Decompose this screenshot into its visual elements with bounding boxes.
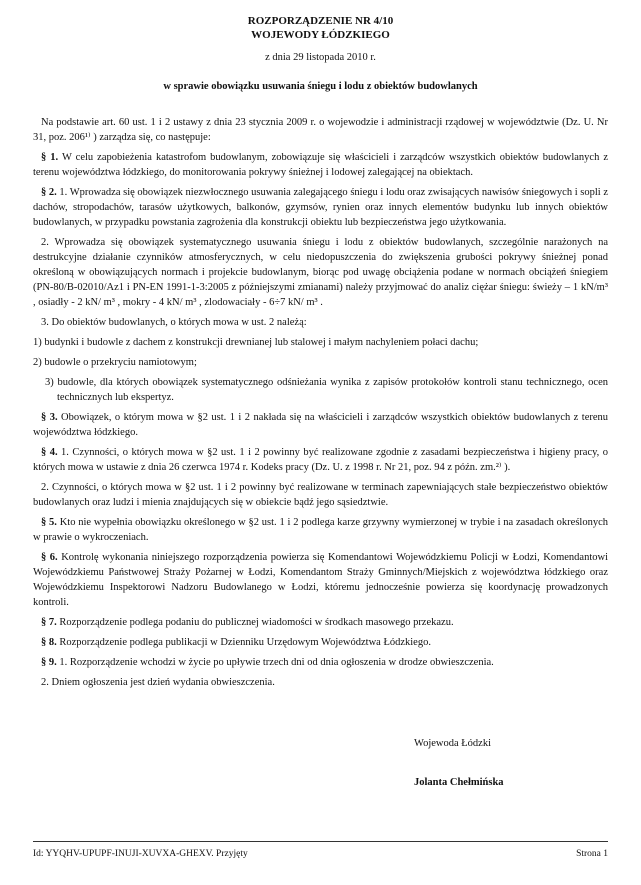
section-4-text: 1. Czynności, o których mowa w §2 ust. 1 i 2 powinny być realizowane zgodnie z zasadami bezpieczeństwa i higieny pracy, o których mowa w ustawie z dnia 26 czerwca 1974 r. Kodeks pracy (Dz. U. z 1998 r. Nr 21, poz. 94 z późn. zm.²⁾ ). — [33, 447, 609, 473]
section-5-number: § 5. — [41, 517, 57, 528]
section-5 — [33, 515, 608, 545]
section-2-paragraph-2: 2. Wprowadza się obowiązek systematycznego usuwania śniegu i lodu z obiektów budowlanych, szczególnie narażonych na destrukcyjne działanie czynników atmosferycznych, w celu niedopuszczenia do zwiększenia grubości pokrywy śnieżnej ponad określoną w obowiązujących normach i projekcie budowlanym, biorąc pod uwagę obciążenia podane w normach obciążeń śniegiem (PN-80/B-02010/Az1 i PN-EN 1991-1-3:2005 z późniejszymi zmianami) należy przyjmować do analiz ciężar śniegu: świeży – 1 kN/m³ , osiadły - 2 kN/ m³ , mokry - 4 kN/ m³ , zlodowaciały - 6÷7 kN/ m³ . — [33, 237, 608, 308]
section-2 — [33, 185, 608, 230]
section-9-paragraph-2: 2. Dniem ogłoszenia jest dzień wydania obwieszczenia. — [41, 677, 275, 688]
section-8 — [33, 635, 608, 650]
document-id: Id: YYQHV-UPUPF-INUJI-XUVXA-GHEXV. Przyjęty — [33, 849, 248, 859]
section-3 — [33, 410, 608, 440]
section-3-text: Obowiązek, o którym mowa w §2 ust. 1 i 2 nakłada się na właścicieli i zarządców wszystkich obiektów budowlanych z terenu województwa łódzkiego. — [33, 412, 609, 438]
section-1 — [33, 150, 608, 180]
section-1-text: W celu zapobieżenia katastrofom budowlanym, zobowiązuje się właścicieli i zarządców wszystkich obiektów budowlanych z terenu województwa łódzkiego, do monitorowania pokrywy śnieżnej i lodowej zalegającej na obiektach. — [33, 152, 609, 178]
section-3-number: § 3. — [41, 412, 58, 423]
section-8-text: Rozporządzenie podlega publikacji w Dzienniku Urzędowym Województwa Łódzkiego. — [56, 637, 431, 648]
section-6-text: Kontrolę wykonania niniejszego rozporządzenia powierza się Komendantowi Wojewódzkiemu Policji w Łodzi, Komendantowi Wojewódzkiemu Państwowej Straży Pożarnej w Łodzi, Komendantom Straży Gminnych/Miejskich z województwa łódzkiego oraz Wojewódzkiemu Inspektorowi Nadzoru Budowlanego w Łodzi, któremu jednocześnie powierza się koordynację prowadzonych kontroli. — [33, 552, 608, 608]
section-4-number: § 4. — [41, 447, 58, 458]
section-6-number: § 6. — [41, 552, 58, 563]
section-7 — [33, 615, 608, 630]
list-item: 2) budowle o przekryciu namiotowym; — [33, 357, 197, 368]
document-subject: w sprawie obowiązku usuwania śniegu i lodu z obiektów budowlanych — [163, 81, 478, 92]
section-4-paragraph-2: 2. Czynności, o których mowa w §2 ust. 1 i 2 powinny być realizowane w terminach zapewniających stałe bezpieczeństwo obiektów budowlanych oraz ludzi i mienia znajdujących się w obiekcie bądź jego sąsiedztwie. — [33, 482, 608, 508]
page-number: Strona 1 — [576, 849, 608, 859]
intro-paragraph: Na podstawie art. 60 ust. 1 i 2 ustawy z dnia 23 stycznia 2009 r. o wojewodzie i administracji rządowej w województwie (Dz. U. Nr 31, poz. 206¹⁾ ) zarządza się, co następuje: — [33, 117, 608, 143]
document-page — [33, 14, 608, 690]
section-7-text: Rozporządzenie podlega podaniu do publicznej wiadomości w środkach masowego przekazu. — [56, 617, 454, 628]
section-2-text: 1. Wprowadza się obowiązek niezwłocznego usuwania zalegającego śniegu i lodu oraz zwisających nawisów śniegowych i sopli z dachów, stropodachów, tarasów użytkowych, balkonów, gzymsów, rynien oraz innych elementów budynku lub innych obiektów budowlanych, w przypadku powstania zagrożenia dla konstrukcji obiektu lub bezpieczeństwa jego użytkowania. — [33, 187, 609, 228]
document-date: z dnia 29 listopada 2010 r. — [265, 52, 376, 63]
section-7-number: § 7. — [41, 617, 57, 628]
section-9 — [33, 655, 608, 670]
document-issuer: WOJEWODY ŁÓDZKIEGO — [251, 29, 390, 41]
footer-divider — [33, 841, 608, 842]
section-9-number: § 9. — [41, 657, 57, 668]
document-title: ROZPORZĄDZENIE NR 4/10 — [247, 15, 394, 27]
section-9-text: 1. Rozporządzenie wchodzi w życie po upływie trzech dni od dnia ogłoszenia w drodze obwieszczenia. — [56, 657, 494, 668]
list-item: 3) budowle, dla których obowiązek systematycznego odśnieżania wynika z zapisów protokołów kontroli stanu technicznego, ocen technicznych lub ekspertyz. — [45, 377, 608, 403]
page-footer — [33, 849, 608, 859]
signature-role: Wojewoda Łódzki — [414, 738, 492, 749]
section-2-number: § 2. — [41, 187, 57, 198]
section-8-number: § 8. — [41, 637, 57, 648]
section-5-text: Kto nie wypełnia obowiązku określonego w §2 ust. 1 i 2 podlega karze grzywny wymierzonej w trybie i na zasadach określonych w prawie o wykroczeniach. — [33, 517, 609, 543]
section-1-number: § 1. — [41, 152, 59, 163]
section-6 — [33, 550, 608, 610]
list-item: 1) budynki i budowle z dachem z konstrukcji drewnianej lub stalowej i małym nachyleniem połaci dachu; — [33, 337, 479, 348]
section-4 — [33, 445, 608, 475]
signature-name: Jolanta Chełmińska — [414, 777, 504, 788]
section-2-paragraph-3: 3. Do obiektów budowlanych, o których mowa w ust. 2 należą: — [41, 317, 307, 328]
